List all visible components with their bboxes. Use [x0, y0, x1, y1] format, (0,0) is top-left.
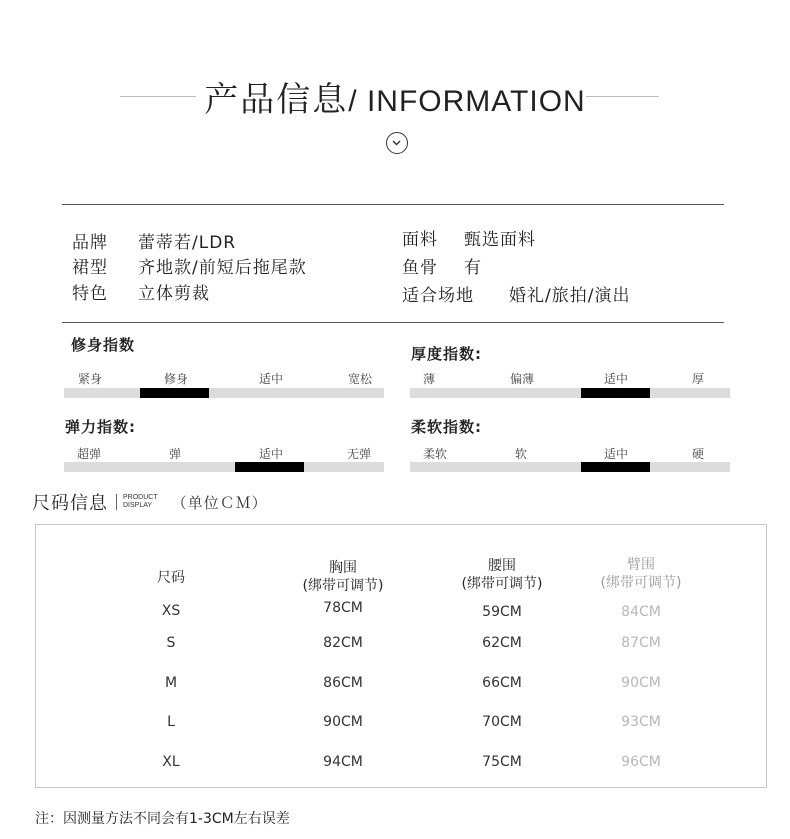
table-cell: 96CM	[621, 754, 661, 770]
table-header-chest	[283, 559, 403, 595]
info-fabric	[402, 225, 536, 250]
fit-index-bar	[64, 388, 384, 398]
table-cell: 87CM	[621, 635, 661, 651]
table-cell: XS	[161, 603, 181, 619]
fit-index-labels	[64, 370, 384, 386]
index-label: 紧身	[77, 372, 103, 386]
info-key: 面料	[402, 230, 438, 250]
header-label: 臂围	[627, 557, 655, 573]
info-value: 有	[464, 258, 482, 278]
index-label: 厚	[691, 372, 705, 386]
info-value: 立体剪裁	[138, 284, 210, 304]
title-en: / INFORMATION	[348, 85, 586, 118]
table-cell: 59CM	[482, 604, 522, 620]
thickness-index-labels	[410, 370, 730, 386]
info-feature	[72, 279, 210, 304]
size-section-header	[32, 489, 268, 515]
info-key: 特色	[72, 284, 108, 304]
divider-bottom	[62, 322, 724, 323]
softness-index-labels	[410, 445, 730, 461]
size-table	[35, 524, 767, 788]
info-brand	[72, 228, 236, 253]
thickness-index-title: 厚度指数:	[411, 345, 482, 363]
info-key: 鱼骨	[402, 258, 438, 278]
header-sub: (绑带可调节)	[600, 575, 682, 591]
header-sub: (绑带可调节)	[461, 576, 543, 592]
info-dress-type	[72, 253, 307, 278]
table-cell: M	[164, 675, 178, 691]
header-label: 腰围	[488, 558, 516, 574]
fit-index-marker	[140, 388, 209, 398]
table-cell: 66CM	[482, 675, 522, 691]
info-key: 裙型	[72, 258, 108, 278]
index-label: 硬	[691, 447, 705, 461]
softness-index-bar	[410, 462, 730, 472]
index-label: 柔软	[422, 447, 448, 461]
table-header-arm	[581, 556, 701, 592]
info-value: 齐地款/前短后拖尾款	[138, 258, 307, 278]
table-cell: L	[167, 714, 175, 730]
table-cell: 70CM	[482, 714, 522, 730]
table-header-waist	[442, 557, 562, 593]
fit-index-title: 修身指数	[71, 336, 136, 354]
index-label: 修身	[163, 372, 189, 386]
softness-index-title: 柔软指数:	[411, 418, 482, 436]
elasticity-index-bar	[64, 462, 384, 472]
info-occasion	[402, 281, 630, 306]
table-cell: 62CM	[482, 635, 522, 651]
table-cell: 93CM	[621, 714, 661, 730]
table-cell: 94CM	[323, 754, 363, 770]
info-key: 适合场地	[402, 286, 474, 306]
index-label: 无弹	[346, 447, 372, 461]
table-cell: 82CM	[323, 635, 363, 651]
thickness-index-marker	[581, 388, 650, 398]
index-label: 软	[514, 447, 528, 461]
table-cell: 90CM	[621, 675, 661, 691]
index-label: 弹	[168, 447, 182, 461]
divider-top	[62, 204, 724, 205]
page-title	[0, 72, 790, 121]
size-section-separator	[116, 494, 117, 510]
size-unit-label: （单位ＣＭ）	[171, 493, 268, 512]
subtitle-line2: DISPLAY	[123, 502, 153, 509]
elasticity-index-title: 弹力指数:	[65, 418, 136, 436]
chevron-down-icon	[386, 132, 408, 154]
elasticity-index-marker	[235, 462, 304, 472]
table-cell: 75CM	[482, 754, 522, 770]
index-label: 超弹	[76, 447, 102, 461]
index-label: 偏薄	[509, 372, 535, 386]
index-label: 适中	[603, 372, 629, 386]
softness-index-marker	[581, 462, 650, 472]
info-boning	[402, 253, 482, 278]
table-cell: S	[166, 635, 176, 651]
info-value: 甄选面料	[464, 230, 536, 250]
header-sub: (绑带可调节)	[302, 578, 384, 594]
table-cell: 90CM	[323, 714, 363, 730]
index-label: 宽松	[347, 372, 373, 386]
measurement-note: 注：因测量方法不同会有1-3CM左右误差	[35, 811, 290, 827]
table-cell: 84CM	[621, 604, 661, 620]
size-section-subtitle	[123, 494, 158, 510]
elasticity-index-labels	[64, 445, 384, 461]
table-header-size	[131, 569, 211, 587]
thickness-index-bar	[410, 388, 730, 398]
size-section-title: 尺码信息	[32, 493, 108, 514]
index-label: 适中	[258, 447, 284, 461]
title-cn: 产品信息	[204, 80, 349, 120]
table-cell: 78CM	[323, 600, 363, 616]
header-label: 尺码	[157, 570, 185, 586]
header-label: 胸围	[329, 560, 357, 576]
index-label: 适中	[258, 372, 284, 386]
table-cell: 86CM	[323, 675, 363, 691]
info-value: 蕾蒂若/LDR	[138, 233, 237, 253]
subtitle-line1: PRODUCT	[123, 494, 158, 501]
table-cell: XL	[162, 754, 180, 770]
index-label: 薄	[422, 372, 436, 386]
info-value: 婚礼/旅拍/演出	[509, 286, 631, 306]
index-label: 适中	[603, 447, 629, 461]
info-key: 品牌	[72, 233, 108, 253]
